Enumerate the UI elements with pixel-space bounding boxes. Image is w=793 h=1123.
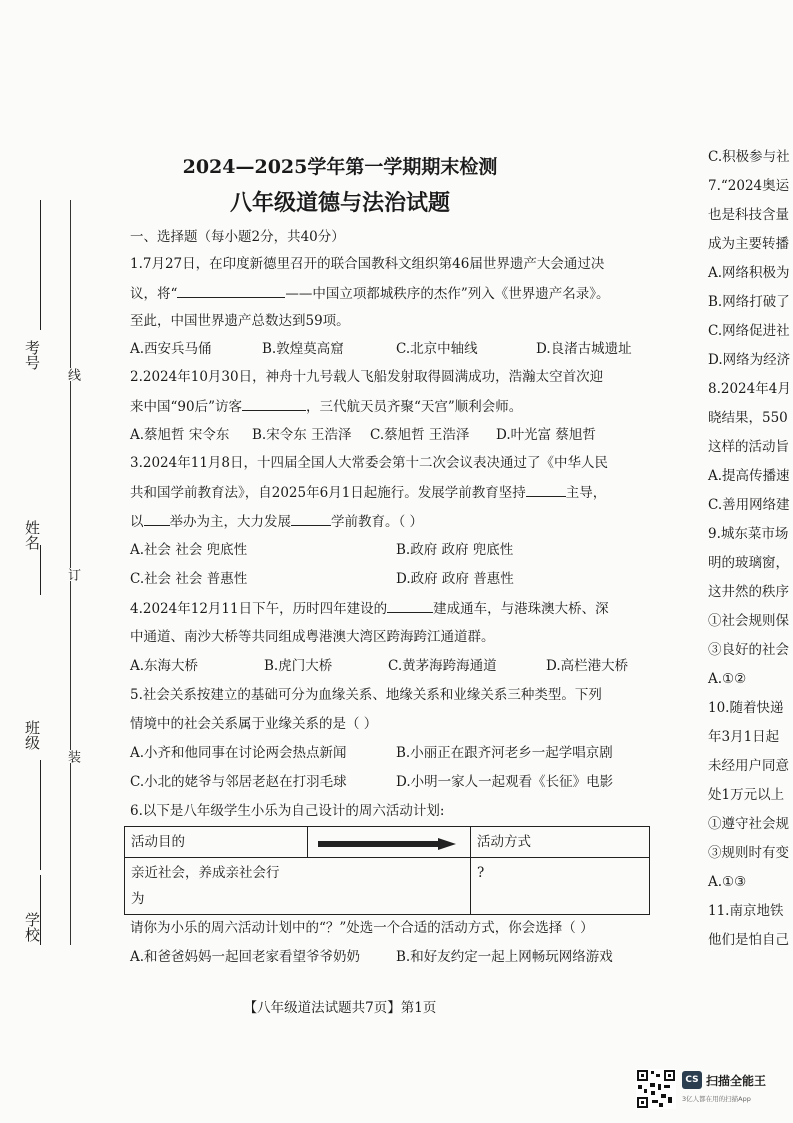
right-line-25: ③规则时有变 — [708, 845, 789, 861]
q6-line1: 6.以下是八年级学生小乐为自己设计的周六活动计划: — [130, 803, 445, 819]
seal-ding-char: 订 — [65, 568, 80, 581]
q1-line2b: ——中国立项都城秩序的杰作”列入《世界遗产名录》。 — [285, 286, 610, 302]
right-line-4: 成为主要转播 — [708, 236, 789, 252]
q5-option-a: A.小齐和他同事在讨论两会热点新闻 — [130, 745, 347, 761]
right-line-17: ①社会规则保 — [708, 613, 789, 629]
right-line-1: C.积极参与社 — [708, 149, 790, 165]
right-line-24: ①遵守社会规 — [708, 816, 789, 832]
q3-option-d: D.政府 政府 普惠性 — [396, 571, 514, 587]
q6-line2: 请你为小乐的周六活动计划中的“？”处选一个合适的活动方式，你会选择（ ） — [130, 920, 594, 936]
table-purpose-cell — [125, 858, 471, 915]
right-line-2: 7.“2024奥运 — [708, 178, 790, 194]
right-line-23: 处1万元以上 — [708, 787, 785, 803]
q5-line2: 情境中的社会关系属于业缘关系的是（ ） — [130, 716, 378, 732]
seal-line-char: 线 — [65, 368, 80, 381]
q3-line2b: 主导， — [565, 485, 607, 501]
name-blank — [40, 545, 42, 595]
q3-line3c: 学前教育。（ ） — [331, 514, 424, 530]
q6-option-b: B.和好友约定一起上网畅玩网络游戏 — [396, 949, 613, 965]
q3-line1: 3.2024年11月8日，十四届全国人大常委会第十二次会议表决通过了《中华人民 — [130, 455, 609, 471]
table-method-cell: ? — [471, 858, 650, 915]
school-label: 学校 — [23, 912, 41, 942]
arrow-right-icon — [318, 838, 456, 850]
q4-line2: 中通道、南沙大桥等共同组成粤港澳大湾区跨海跨江通道群。 — [130, 629, 495, 645]
q2-line2a: 来中国“90后”访客 — [130, 399, 242, 415]
q3-line2a: 共和国学前教育法》，自2025年6月1日起施行。发展学前教育坚持 — [130, 485, 526, 501]
q1-line1: 1.7月27日，在印度新德里召开的联合国教科文组织第46届世界遗产大会通过决 — [130, 256, 605, 272]
q3-option-a: A.社会 社会 兜底性 — [130, 542, 248, 558]
q4-line1b: 建成通车，与港珠澳大桥、深 — [433, 601, 609, 617]
right-line-15: 明的玻璃窗， — [708, 555, 789, 571]
q1-option-c: C.北京中轴线 — [396, 341, 478, 357]
q4-option-d: D.高栏港大桥 — [546, 658, 629, 674]
table-header-method: 活动方式 — [471, 827, 650, 858]
q4-option-a: A.东海大桥 — [130, 658, 199, 674]
q3-line3 — [130, 512, 423, 531]
table-header-purpose: 活动目的 — [125, 827, 308, 858]
right-line-18: ③良好的社会 — [708, 642, 789, 658]
right-line-3: 也是科技含量 — [708, 207, 789, 223]
q4-line1 — [130, 599, 609, 618]
right-line-5: A.网络积极为 — [708, 265, 790, 281]
q3-option-c: C.社会 社会 普惠性 — [130, 571, 248, 587]
right-line-6: B.网络打破了 — [708, 294, 790, 310]
scanner-app-tagline: 3亿人都在用的扫描App — [682, 1095, 751, 1103]
right-line-10: 晓结果，550 — [708, 410, 788, 426]
exam-no-label: 考号 — [23, 340, 41, 370]
q3-line2 — [130, 483, 606, 502]
q3-line3a: 以 — [130, 514, 144, 530]
q4-option-c: C.黄茅海跨海通道 — [388, 658, 497, 674]
q3-blank3 — [291, 512, 331, 526]
right-line-27: 11.南京地铁 — [708, 903, 784, 919]
q2-blank — [242, 397, 306, 411]
right-line-16: 这井然的秩序 — [708, 584, 789, 600]
q2-line2 — [130, 397, 522, 416]
q4-line1a: 4.2024年12月11日下午，历时四年建设的 — [130, 601, 388, 617]
q5-option-b: B.小丽正在跟齐河老乡一起学唱京剧 — [396, 745, 613, 761]
right-line-7: C.网络促进社 — [708, 323, 790, 339]
right-line-13: C.善用网络建 — [708, 497, 790, 513]
exam-period-title: 2024—2025学年第一学期期末检测 — [182, 156, 498, 178]
right-line-11: 这样的活动旨 — [708, 439, 789, 455]
q3-line3b: 举办为主，大力发展 — [169, 514, 291, 530]
table-purpose-line1: 亲近社会，养成亲社会行 — [131, 865, 280, 881]
q1-line2a: 议，将“ — [130, 286, 178, 302]
scanner-app-name: 扫描全能王 — [706, 1074, 767, 1088]
q2-option-a: A.蔡旭哲 宋令东 — [130, 427, 230, 443]
right-line-12: A.提高传播速 — [708, 468, 790, 484]
right-line-14: 9.城东菜市场 — [708, 526, 789, 542]
q1-blank — [177, 284, 285, 298]
right-line-20: 10.随着快递 — [708, 700, 784, 716]
q2-option-b: B.宋令东 王浩泽 — [252, 427, 352, 443]
q6-option-a: A.和爸爸妈妈一起回老家看望爷爷奶奶 — [130, 949, 361, 965]
q2-option-c: C.蔡旭哲 王浩泽 — [370, 427, 470, 443]
table-purpose-line2: 为 — [131, 891, 145, 907]
right-line-8: D.网络为经济 — [708, 352, 791, 368]
q5-line1: 5.社会关系按建立的基础可分为血缘关系、地缘关系和业缘关系三种类型。下列 — [130, 687, 602, 703]
q1-line2 — [130, 284, 610, 303]
right-line-21: 年3月1日起 — [708, 729, 780, 745]
right-line-9: 8.2024年4月 — [708, 381, 791, 397]
q1-option-a: A.西安兵马俑 — [130, 341, 212, 357]
right-line-19: A.①② — [708, 671, 747, 687]
q2-line2b: ，三代航天员齐聚“天宫”顺利会师。 — [305, 399, 523, 415]
class-blank — [40, 760, 42, 870]
q5-option-d: D.小明一家人一起观看《长征》电影 — [396, 774, 614, 790]
q1-option-d: D.良渚古城遗址 — [536, 341, 632, 357]
q2-line1: 2.2024年10月30日，神舟十九号载人飞船发射取得圆满成功，浩瀚太空首次迎 — [130, 369, 604, 385]
right-line-26: A.①③ — [708, 874, 747, 890]
seal-zhuang-char: 装 — [65, 750, 80, 763]
section-heading: 一、选择题（每小题2分，共40分） — [130, 229, 345, 245]
right-line-28: 他们是怕自己 — [708, 932, 789, 948]
q4-option-b: B.虎门大桥 — [264, 658, 333, 674]
q2-option-d: D.叶光富 蔡旭哲 — [496, 427, 596, 443]
q5-option-c: C.小北的姥爷与邻居老赵在打羽毛球 — [130, 774, 347, 790]
q3-blank1 — [526, 483, 566, 497]
right-line-22: 未经用户同意 — [708, 758, 789, 774]
camscanner-logo-icon: CS — [682, 1071, 702, 1089]
qr-code-icon — [636, 1069, 676, 1109]
exam-subject-title: 八年级道德与法治试题 — [229, 190, 450, 216]
q4-blank — [387, 599, 433, 613]
page-footer: 【八年级道法试题共7页】第1页 — [243, 1000, 437, 1016]
exam-no-blank — [40, 200, 42, 330]
name-label: 姓名 — [23, 520, 41, 550]
class-label: 班级 — [23, 720, 41, 750]
q1-line3: 至此，中国世界遗产总数达到59项。 — [130, 313, 350, 329]
q3-blank2 — [144, 512, 170, 526]
q1-option-b: B.敦煌莫高窟 — [262, 341, 344, 357]
q3-option-b: B.政府 政府 兜底性 — [396, 542, 514, 558]
